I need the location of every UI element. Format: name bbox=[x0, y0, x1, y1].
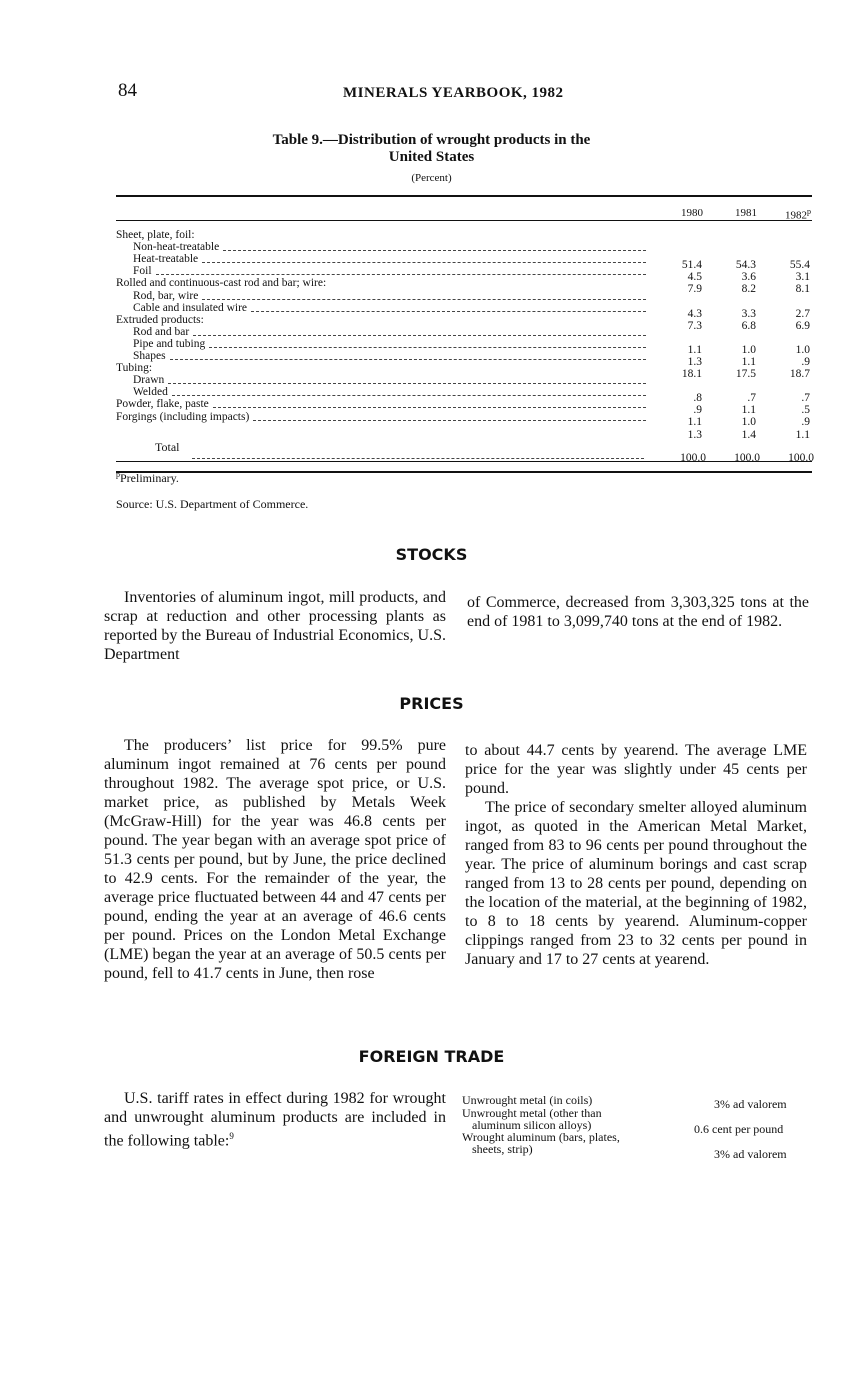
stocks-text-right: of Commerce, decreased from 3,303,325 tons at the end of 1981 to 3,099,740 tons at the end of 1982. bbox=[467, 594, 809, 630]
table-cell: 1.4 bbox=[741, 428, 756, 441]
table-row-label: Tubing: bbox=[116, 362, 153, 375]
table-cell: 17.5 bbox=[735, 368, 756, 380]
table-footnote: $^p$Preliminary. bbox=[116, 470, 179, 485]
table-header-rule bbox=[116, 220, 812, 221]
table-cell: 3.3 bbox=[741, 307, 756, 320]
leader-dots bbox=[223, 250, 646, 251]
table-total-label: Total bbox=[155, 440, 180, 454]
table-cell: 1.1 bbox=[687, 416, 702, 429]
section-heading-prices: PRICES bbox=[399, 694, 464, 713]
table-cell: 6.9 bbox=[795, 319, 810, 332]
table-cell: 1.3 bbox=[687, 428, 702, 441]
table-cell: 54.3 bbox=[735, 259, 756, 272]
table-cell: 1.0 bbox=[741, 416, 756, 429]
table-cell: .7 bbox=[747, 392, 756, 405]
table-row-label: Powder, flake, paste bbox=[116, 398, 209, 411]
table-unit: (Percent) bbox=[411, 172, 452, 184]
table-cell: 1.0 bbox=[795, 343, 810, 356]
table-total-cell: 100.0 bbox=[734, 452, 760, 464]
table-cell: 8.2 bbox=[741, 283, 756, 296]
table-row-label: Extruded products: bbox=[116, 313, 204, 326]
leader-dots bbox=[156, 274, 646, 275]
prices-text-left: The producers’ list price for 99.5% pure aluminum ingot remained at 76 cents per pound throughout 1982. The average spot price, or U.S. market price, as published by Metals Week (McGraw-Hill) for the year was 46.8 cents per pound. The year began with an average spot price of 51.3 cents per pound, but by June, the price declined to 42.9 cents. For the remainder of the year, the average price fluctuated between 44 and 47 cents per pound, ending the year at an average of 46.6 cents per pound. Prices on the London Metal Exchange (LME) began the year at an average of 50.5 cents per pound, fell to 41.7 cents in June, then rose bbox=[104, 737, 446, 982]
table-row-label: Rod, bar, wire bbox=[133, 289, 199, 302]
prices-text-right: to about 44.7 cents by yearend. The average LME price for the year was slightly under 45 cents per pound. The price of secondary smelter alloyed aluminum ingot, as quoted in the American Metal Market, ranged from 83 to 96 cents per pound throughout the year. The price of aluminum borings and cast scrap ranged from 13 to 28 cents per pound, depending on the location of the material, at the beginning of 1982, to 8 to 18 cents by yearend. Aluminum-copper clippings ranged from 23 to 32 cents per pound in January and 17 to 27 cents at yearend. bbox=[465, 742, 807, 968]
table-cell: .9 bbox=[693, 404, 702, 417]
table-cell: .7 bbox=[801, 392, 810, 405]
table-row-label: Pipe and tubing bbox=[133, 337, 206, 350]
column-header-1980: 1980 bbox=[681, 207, 703, 219]
table-row-label: Foil bbox=[133, 265, 152, 278]
column-header-1982: 1982$^p$ bbox=[785, 207, 811, 222]
table-row-label: Shapes bbox=[133, 350, 166, 362]
leader-dots bbox=[253, 420, 646, 421]
table-cell: 4.3 bbox=[687, 307, 702, 320]
tariff-table bbox=[462, 1090, 812, 1170]
stocks-text-left: Inventories of aluminum ingot, mill products, and scrap at reduction and other processing plants as reported by the Bureau of Industrial Economics, U.S. Department bbox=[104, 589, 446, 663]
tariff-row: Unwrought metal (in coils) bbox=[462, 1093, 593, 1107]
leader-dots bbox=[209, 347, 646, 348]
tariff-row: Unwrought metal (other than aluminum silicon alloys) bbox=[462, 1106, 602, 1132]
tariff-rate: 3% ad valorem bbox=[714, 1147, 787, 1161]
section-heading-foreign-trade: FOREIGN TRADE bbox=[358, 1047, 505, 1066]
running-title: MINERALS YEARBOOK, 1982 bbox=[343, 85, 564, 101]
leader-dots bbox=[202, 262, 646, 263]
table-cell: .9 bbox=[801, 416, 810, 429]
table-cell: 1.1 bbox=[741, 355, 756, 368]
table-cell: 8.1 bbox=[795, 283, 810, 296]
table-title-line1: Table 9.—Distribution of wrought products in the bbox=[272, 132, 591, 148]
leader-dots bbox=[170, 359, 646, 360]
page-number: 84 bbox=[118, 80, 137, 101]
table-cell: 18.1 bbox=[681, 368, 702, 380]
leader-dots bbox=[192, 458, 644, 459]
table-cell: 3.6 bbox=[741, 271, 756, 284]
leader-dots bbox=[193, 335, 646, 336]
table-row-label: Non-heat-treatable bbox=[133, 241, 220, 254]
table-row-label: Heat-treatable bbox=[133, 253, 199, 266]
leader-dots bbox=[213, 407, 646, 408]
section-heading-stocks: STOCKS bbox=[395, 545, 468, 564]
table-cell: 51.4 bbox=[681, 259, 702, 272]
table-cell: 1.1 bbox=[687, 343, 702, 356]
table-row-label: Cable and insulated wire bbox=[133, 301, 248, 314]
tariff-row: Wrought aluminum (bars, plates, sheets, strip) bbox=[462, 1130, 620, 1156]
table-cell: 7.9 bbox=[687, 283, 702, 296]
leader-dots bbox=[168, 383, 646, 384]
table-cell: 7.3 bbox=[687, 319, 702, 332]
table-cell: .9 bbox=[801, 355, 810, 368]
table-row-label: Rolled and continuous-cast rod and bar; wire: bbox=[116, 277, 327, 290]
table-total-cell: 100.0 bbox=[680, 452, 706, 464]
table-cell: 4.5 bbox=[687, 271, 702, 284]
table-row-label: Welded bbox=[133, 386, 168, 399]
table-cell: 6.8 bbox=[741, 319, 756, 332]
table-bottom-rule bbox=[116, 471, 812, 473]
table-cell: .5 bbox=[801, 404, 810, 417]
table-row-label: Rod and bar bbox=[133, 325, 190, 338]
leader-dots bbox=[172, 395, 646, 396]
table-cell: 1.0 bbox=[741, 343, 756, 356]
table-total-rule bbox=[116, 461, 812, 462]
table-cell: 3.1 bbox=[795, 271, 810, 284]
table-top-rule bbox=[116, 195, 812, 197]
leader-dots bbox=[251, 311, 646, 312]
column-header-1981: 1981 bbox=[735, 207, 757, 219]
tariff-rate: 0.6 cent per pound bbox=[694, 1122, 784, 1136]
table-cell: 18.7 bbox=[789, 368, 810, 380]
table-cell: 55.4 bbox=[789, 259, 810, 272]
table-source: Source: U.S. Department of Commerce. bbox=[116, 497, 309, 511]
table-cell: 2.7 bbox=[795, 307, 810, 320]
table-cell: .8 bbox=[693, 392, 702, 405]
tariff-rate: 3% ad valorem bbox=[714, 1097, 787, 1111]
table-total-cell: 100.0 bbox=[788, 452, 814, 464]
leader-dots bbox=[202, 299, 646, 300]
table-title bbox=[0, 132, 863, 166]
table-cell: 1.3 bbox=[687, 355, 702, 368]
table-row-label: Forgings (including impacts) bbox=[116, 410, 250, 423]
table-title-line2: United States bbox=[388, 149, 475, 165]
foreign-trade-text: U.S. tariff rates in effect during 1982 for wrought and unwrought aluminum products are included in the following table:$^9$ bbox=[104, 1090, 446, 1150]
table-row-label: Drawn bbox=[133, 374, 165, 387]
table-row-label: Sheet, plate, foil: bbox=[116, 229, 195, 241]
table-cell: 1.1 bbox=[795, 428, 810, 441]
table-cell: 1.1 bbox=[741, 404, 756, 417]
